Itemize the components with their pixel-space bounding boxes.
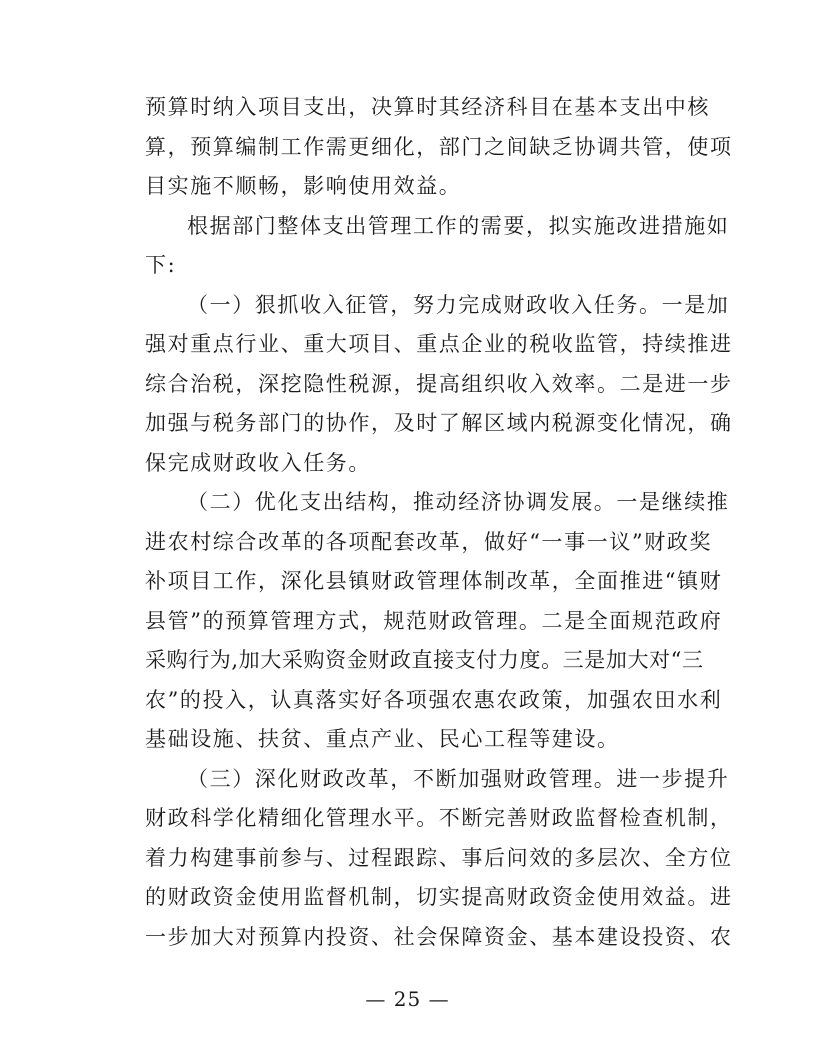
page-number: — 25 — bbox=[365, 987, 450, 1011]
text-line: （一）狠抓收入征管，努力完成财政收入任务。一是加 bbox=[187, 292, 730, 317]
text-line: 保完成财政收入任务。 bbox=[145, 450, 371, 475]
text-line: 进农村综合改革的各项配套改革，做好“一事一议”财政奖 bbox=[145, 529, 713, 554]
text-line: 加强与税务部门的协作，及时了解区域内税源变化情况，确 bbox=[145, 411, 733, 435]
text-line: 算，预算编制工作需更细化，部门之间缺乏协调共管，使项 bbox=[145, 134, 733, 159]
body-text bbox=[145, 88, 733, 957]
text-line: 综合治税，深挖隐性税源，提高组织收入效率。二是进一步 bbox=[145, 371, 733, 396]
text-line: 强对重点行业、重大项目、重点企业的税收监管，持续推进 bbox=[145, 332, 733, 356]
text-line: 县管”的预算管理方式，规范财政管理。二是全面规范政府 bbox=[145, 608, 723, 633]
text-line: 采购行为,加大采购资金财政直接支付力度。三是加大对“三 bbox=[145, 648, 704, 672]
text-line: 的财政资金使用监督机制，切实提高财政资金使用效益。进 bbox=[145, 885, 733, 909]
text-line: 财政科学化精细化管理水平。不断完善财政监督检查机制， bbox=[145, 806, 733, 830]
text-line: （三）深化财政改革，不断加强财政管理。进一步提升 bbox=[187, 766, 730, 791]
text-line: 补项目工作，深化县镇财政管理体制改革，全面推进“镇财 bbox=[145, 569, 723, 593]
text-line: 预算时纳入项目支出，决算时其经济科目在基本支出中核 bbox=[145, 95, 710, 119]
text-line: 目实施不顺畅，影响使用效益。 bbox=[145, 174, 462, 198]
text-line: 基础设施、扶贫、重点产业、民心工程等建设。 bbox=[145, 727, 620, 751]
text-line: 下: bbox=[145, 253, 177, 277]
text-line: 根据部门整体支出管理工作的需要，拟实施改进措施如 bbox=[187, 213, 730, 238]
text-line: 农”的投入，认真落实好各项强农惠农政策，加强农田水利 bbox=[145, 687, 723, 712]
text-line: 一步加大对预算内投资、社会保障资金、基本建设投资、农 bbox=[145, 924, 733, 949]
text-line: 着力构建事前参与、过程跟踪、事后问效的多层次、全方位 bbox=[145, 845, 733, 870]
text-line: （二）优化支出结构，推动经济协调发展。一是继续推 bbox=[187, 490, 730, 514]
